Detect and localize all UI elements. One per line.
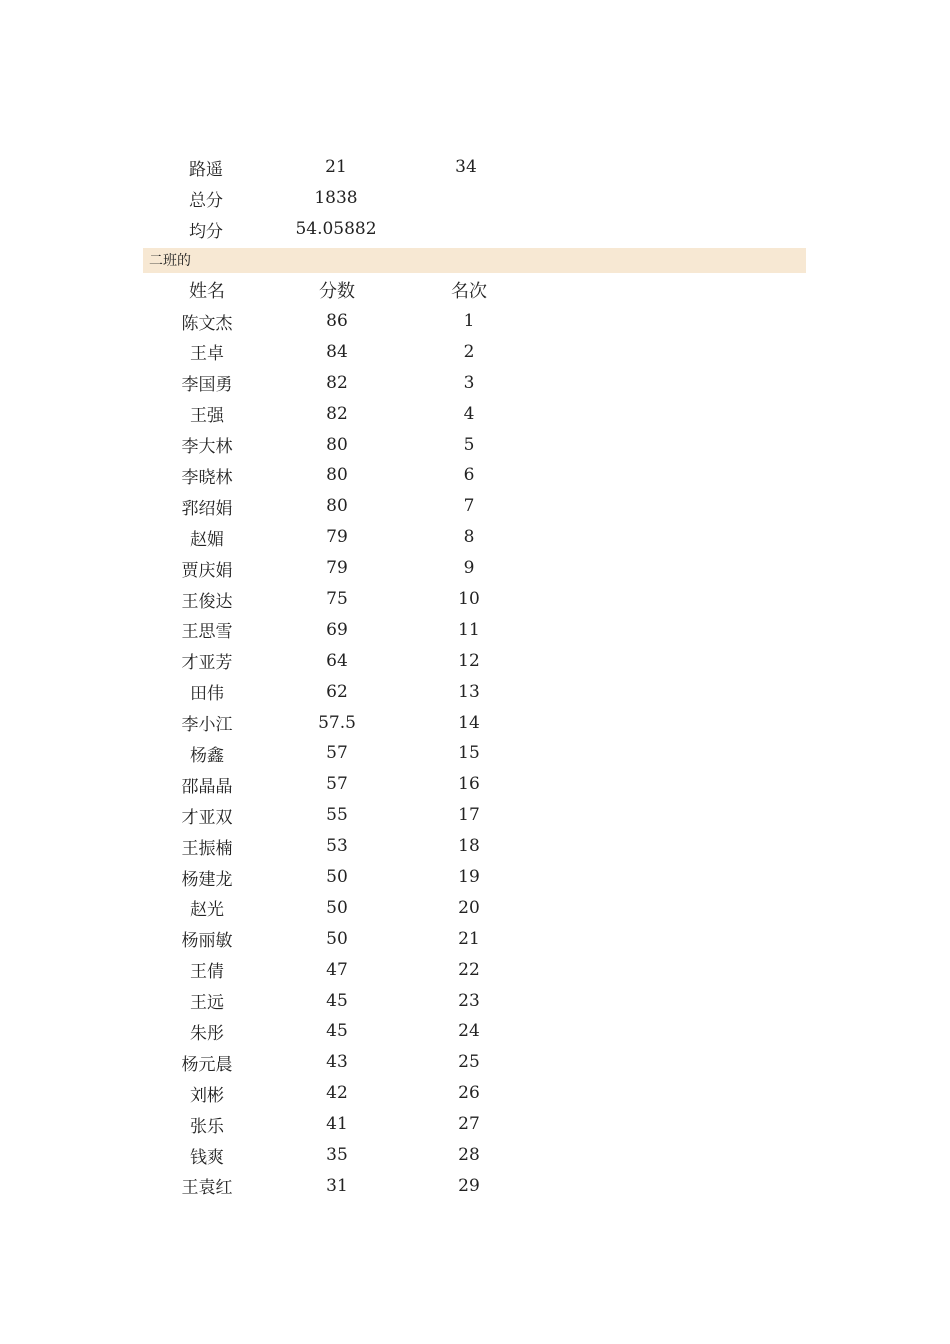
score-cell: 57 bbox=[326, 743, 348, 764]
name-cell: 王强 bbox=[190, 406, 224, 427]
table-row bbox=[143, 367, 806, 398]
score-cell: 45 bbox=[326, 990, 348, 1011]
name-cell: 田伟 bbox=[190, 684, 224, 705]
rank-cell: 24 bbox=[458, 1021, 480, 1042]
score-cell: 42 bbox=[326, 1083, 348, 1104]
table-row bbox=[143, 152, 806, 183]
average-value: 54.05882 bbox=[295, 219, 377, 240]
rank-cell: 2 bbox=[463, 341, 475, 362]
rank-cell: 6 bbox=[463, 465, 475, 486]
table-header-row bbox=[143, 275, 806, 306]
table-row bbox=[143, 584, 806, 615]
score-cell: 50 bbox=[326, 928, 348, 949]
table-row bbox=[143, 738, 806, 769]
score-cell: 57 bbox=[326, 774, 348, 795]
table-body bbox=[143, 306, 806, 1202]
name-cell: 路遥 bbox=[189, 159, 223, 180]
name-cell: 才亚双 bbox=[181, 807, 233, 828]
score-cell: 84 bbox=[326, 341, 348, 362]
table-row bbox=[143, 614, 806, 645]
table-row bbox=[143, 985, 806, 1016]
name-cell: 李大林 bbox=[181, 437, 233, 458]
score-cell: 21 bbox=[325, 157, 347, 178]
total-label: 总分 bbox=[189, 190, 223, 211]
rank-cell: 21 bbox=[458, 928, 480, 949]
name-cell: 王振楠 bbox=[181, 838, 233, 859]
table-row bbox=[143, 1047, 806, 1078]
section-title: 二班的 bbox=[149, 253, 191, 270]
header-rank: 名次 bbox=[451, 281, 487, 303]
score-cell: 75 bbox=[326, 589, 348, 610]
rank-cell: 7 bbox=[463, 496, 475, 517]
rank-cell: 18 bbox=[458, 836, 480, 857]
score-cell: 41 bbox=[326, 1114, 348, 1135]
rank-cell: 3 bbox=[463, 372, 475, 393]
header-score: 分数 bbox=[319, 281, 355, 303]
name-cell: 钱爽 bbox=[190, 1147, 224, 1168]
table-row bbox=[143, 460, 806, 491]
score-cell: 35 bbox=[326, 1145, 348, 1166]
name-cell: 李晓林 bbox=[181, 467, 233, 488]
name-cell: 朱彤 bbox=[190, 1023, 224, 1044]
rank-cell: 26 bbox=[458, 1083, 480, 1104]
table-row bbox=[143, 1140, 806, 1171]
table-row bbox=[143, 645, 806, 676]
table-row bbox=[143, 1078, 806, 1109]
name-cell: 郛绍娟 bbox=[181, 498, 233, 519]
rank-cell: 1 bbox=[463, 311, 475, 331]
table-row bbox=[143, 522, 806, 553]
name-cell: 李国勇 bbox=[181, 375, 233, 396]
score-cell: 80 bbox=[326, 465, 348, 486]
score-cell: 55 bbox=[326, 805, 348, 826]
name-cell: 王远 bbox=[190, 993, 224, 1014]
table-row bbox=[143, 491, 806, 522]
rank-cell: 28 bbox=[458, 1145, 480, 1166]
name-cell: 杨元晨 bbox=[181, 1054, 233, 1075]
rank-cell: 14 bbox=[458, 712, 480, 733]
table-row bbox=[143, 892, 806, 923]
score-cell: 50 bbox=[326, 867, 348, 888]
score-cell: 80 bbox=[326, 496, 348, 517]
average-label: 均分 bbox=[189, 221, 223, 242]
score-cell: 64 bbox=[326, 650, 348, 671]
section-header-class-two bbox=[143, 248, 806, 273]
name-cell: 才亚芳 bbox=[181, 653, 233, 674]
name-cell: 李小江 bbox=[181, 715, 233, 736]
name-cell: 杨鑫 bbox=[190, 745, 224, 766]
name-cell: 杨丽敏 bbox=[181, 931, 233, 952]
rank-cell: 23 bbox=[458, 990, 480, 1011]
rank-cell: 17 bbox=[458, 805, 480, 826]
score-cell: 82 bbox=[326, 372, 348, 393]
name-cell: 张乐 bbox=[190, 1116, 224, 1137]
score-cell: 57.5 bbox=[318, 712, 356, 733]
rank-cell: 10 bbox=[458, 589, 480, 610]
table-row bbox=[143, 676, 806, 707]
table-row bbox=[143, 1016, 806, 1047]
score-cell: 79 bbox=[326, 558, 348, 579]
table-row bbox=[143, 306, 806, 337]
name-cell: 王卓 bbox=[190, 344, 224, 365]
rank-cell: 8 bbox=[463, 527, 475, 548]
rank-cell: 13 bbox=[458, 681, 480, 702]
name-cell: 王思雪 bbox=[181, 622, 233, 643]
table-row bbox=[143, 1171, 806, 1202]
name-cell: 邵晶晶 bbox=[181, 776, 233, 797]
name-cell: 杨建龙 bbox=[181, 869, 233, 890]
table-row bbox=[143, 862, 806, 893]
table-row bbox=[143, 831, 806, 862]
name-cell: 王俊达 bbox=[181, 591, 233, 612]
table-row bbox=[143, 769, 806, 800]
name-cell: 王袁红 bbox=[181, 1178, 233, 1199]
score-cell: 47 bbox=[326, 959, 348, 980]
table-row bbox=[143, 336, 806, 367]
rank-cell: 11 bbox=[458, 619, 480, 640]
total-value: 1838 bbox=[314, 188, 358, 209]
table-row bbox=[143, 553, 806, 584]
table-row bbox=[143, 707, 806, 738]
rank-cell: 4 bbox=[463, 403, 475, 424]
score-cell: 86 bbox=[326, 311, 348, 331]
average-row bbox=[143, 214, 806, 245]
table-row bbox=[143, 800, 806, 831]
score-cell: 31 bbox=[326, 1175, 348, 1196]
name-cell: 陈文杰 bbox=[181, 313, 233, 334]
table-row bbox=[143, 398, 806, 429]
rank-cell: 12 bbox=[458, 650, 480, 671]
name-cell: 赵光 bbox=[190, 900, 224, 921]
table-row bbox=[143, 923, 806, 954]
table-row bbox=[143, 429, 806, 460]
score-sheet bbox=[143, 152, 806, 1201]
header-name: 姓名 bbox=[189, 281, 225, 303]
score-cell: 69 bbox=[326, 619, 348, 640]
name-cell: 赵媚 bbox=[190, 529, 224, 550]
rank-cell: 22 bbox=[458, 959, 480, 980]
score-cell: 82 bbox=[326, 403, 348, 424]
rank-cell: 5 bbox=[463, 434, 475, 455]
rank-cell: 27 bbox=[458, 1114, 480, 1135]
score-cell: 79 bbox=[326, 527, 348, 548]
total-row bbox=[143, 183, 806, 214]
rank-cell: 19 bbox=[458, 867, 480, 888]
rank-cell: 9 bbox=[463, 558, 475, 579]
score-cell: 53 bbox=[326, 836, 348, 857]
score-cell: 43 bbox=[326, 1052, 348, 1073]
score-cell: 62 bbox=[326, 681, 348, 702]
rank-cell: 20 bbox=[458, 897, 480, 918]
rank-cell: 25 bbox=[458, 1052, 480, 1073]
score-cell: 50 bbox=[326, 897, 348, 918]
name-cell: 贾庆娟 bbox=[181, 560, 233, 581]
rank-cell: 15 bbox=[458, 743, 480, 764]
table-row bbox=[143, 954, 806, 985]
score-cell: 80 bbox=[326, 434, 348, 455]
rank-cell: 16 bbox=[458, 774, 480, 795]
rank-cell: 34 bbox=[455, 157, 477, 178]
name-cell: 王倩 bbox=[190, 962, 224, 983]
rank-cell: 29 bbox=[458, 1175, 480, 1196]
score-cell: 45 bbox=[326, 1021, 348, 1042]
table-row bbox=[143, 1109, 806, 1140]
name-cell: 刘彬 bbox=[190, 1085, 224, 1106]
